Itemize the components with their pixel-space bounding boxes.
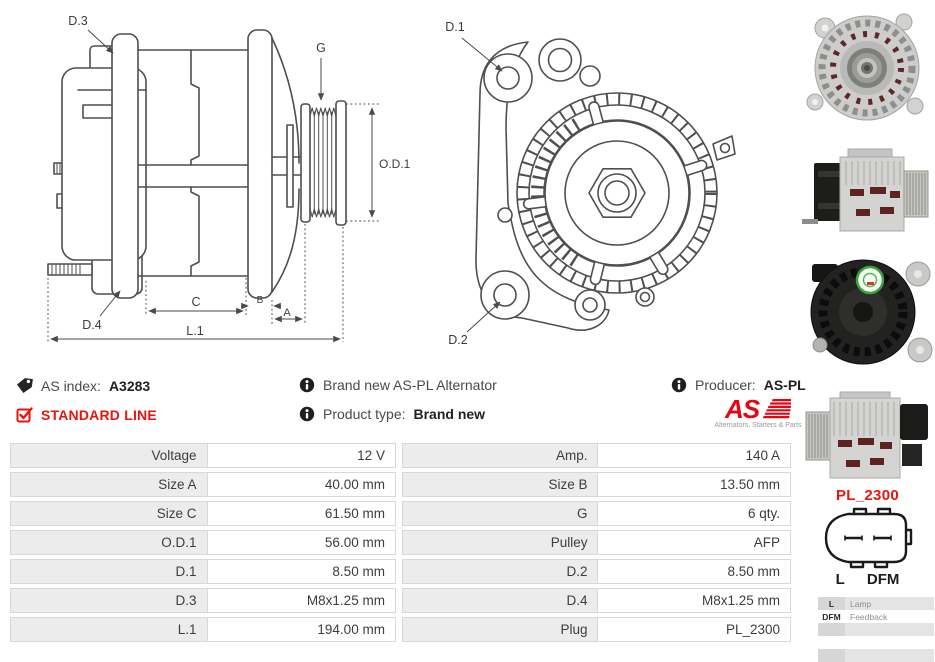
spec-label: Size B: [402, 472, 598, 497]
spec-row: [10, 443, 791, 468]
spec-row: [10, 472, 791, 497]
pin-l-label: L: [835, 571, 845, 588]
producer-row: [671, 377, 806, 393]
info-icon: [299, 406, 315, 422]
legend-key: L: [818, 597, 845, 610]
pin-legend-table: [818, 597, 934, 662]
spec-value: M8x1.25 mm: [597, 588, 791, 613]
info-icon: [299, 377, 315, 393]
pin-dfm-label: DFM: [866, 571, 900, 588]
spec-label: Size A: [10, 472, 207, 497]
as-index-label: AS index:: [41, 377, 101, 394]
standard-line-row: [16, 406, 157, 423]
spec-label: Pulley: [402, 530, 598, 555]
spec-row: [10, 501, 791, 526]
spec-value: 13.50 mm: [597, 472, 791, 497]
legend-row: [818, 597, 934, 610]
producer-value: AS-PL: [763, 377, 806, 393]
spec-label: D.1: [10, 559, 207, 584]
spec-label: L.1: [10, 617, 207, 642]
spec-value: M8x1.25 mm: [207, 588, 396, 613]
legend-value: [845, 649, 934, 662]
side-view-drawing: [28, 8, 423, 358]
legend-key: [818, 636, 845, 649]
legend-row: [818, 649, 934, 662]
stator-body: [138, 50, 248, 276]
spec-value: 8.50 mm: [597, 559, 791, 584]
hole-d1: [497, 67, 519, 89]
spec-value: 6 qty.: [597, 501, 791, 526]
dim-label-d1: D.1: [445, 20, 465, 34]
legend-row: [818, 636, 934, 649]
dim-label-c: C: [191, 295, 201, 309]
product-photo-side-left[interactable]: [800, 378, 935, 490]
legend-value: [845, 623, 934, 636]
plug-pin-labels: [825, 571, 911, 588]
spec-value: 12 V: [207, 443, 396, 468]
tag-icon: [16, 377, 33, 394]
spec-value: 194.00 mm: [207, 617, 396, 642]
rear-flange: [112, 34, 138, 298]
spec-label: Plug: [402, 617, 598, 642]
dim-label-d2: D.2: [448, 333, 468, 347]
plug-connector-diagram: [818, 507, 918, 571]
shaft-and-nut: [545, 121, 689, 265]
product-type-row: [299, 406, 485, 422]
spec-value: 8.50 mm: [207, 559, 396, 584]
legend-key: [818, 649, 845, 662]
spec-value: 56.00 mm: [207, 530, 396, 555]
as-pl-logo: [698, 394, 818, 429]
threaded-stud-bottom: [48, 264, 92, 275]
logo-stripes: [761, 398, 791, 420]
checked-checkbox-icon: [16, 406, 33, 423]
standard-line-label: STANDARD LINE: [41, 406, 157, 423]
spec-table: [10, 439, 791, 646]
hole-d2: [494, 284, 516, 306]
product-type-label: Product type:: [323, 406, 406, 422]
dim-label-b: B: [256, 295, 264, 306]
product-photo-front[interactable]: [800, 6, 935, 130]
front-flange: [248, 30, 272, 298]
legend-value: [845, 636, 934, 649]
logo-text: AS: [724, 394, 760, 424]
spec-label: Amp.: [402, 443, 598, 468]
spec-value: 40.00 mm: [207, 472, 396, 497]
as-index-value: A3283: [108, 377, 151, 394]
plug-panel: [800, 487, 935, 662]
dim-label-g: G: [316, 41, 326, 55]
spec-label: D.3: [10, 588, 207, 613]
spec-row: [10, 559, 791, 584]
plug-name: PL_2300: [836, 487, 899, 504]
spec-row: [10, 530, 791, 555]
product-photo-side-right[interactable]: [800, 133, 935, 245]
legend-key: [818, 623, 845, 636]
product-photo-rear[interactable]: [798, 250, 935, 372]
spec-label: Size C: [10, 501, 207, 526]
spec-value: AFP: [597, 530, 791, 555]
brand-new-row: [299, 377, 497, 393]
spec-label: Voltage: [10, 443, 207, 468]
dim-label-d3: D.3: [68, 14, 88, 28]
front-bracket-cone: [272, 38, 301, 292]
spec-label: O.D.1: [10, 530, 207, 555]
info-icon: [671, 377, 687, 393]
spec-row: [10, 588, 791, 613]
pulley: [301, 101, 346, 225]
spec-value: 61.50 mm: [207, 501, 396, 526]
logo-caption: Alternators, Starters & Parts: [714, 422, 802, 429]
legend-row: [818, 610, 934, 623]
dim-label-l1: L.1: [186, 324, 204, 338]
dim-label-od1: O.D.1: [379, 157, 411, 171]
product-type-value: Brand new: [413, 406, 486, 422]
legend-value: Lamp: [845, 597, 934, 610]
brand-new-text: Brand new AS-PL Alternator: [323, 377, 497, 393]
legend-key: DFM: [822, 611, 841, 622]
spec-value: 140 A: [597, 443, 791, 468]
legend-value: Feedback: [850, 611, 888, 622]
producer-label: Producer:: [695, 377, 756, 393]
as-index-row: [16, 377, 150, 394]
spec-row: [10, 617, 791, 642]
legend-row: [818, 623, 934, 636]
spec-value: PL_2300: [597, 617, 791, 642]
dim-label-a: A: [283, 307, 291, 319]
front-view-drawing: [420, 8, 790, 368]
dim-label-d4: D.4: [82, 318, 102, 332]
spec-label: G: [402, 501, 598, 526]
spec-label: D.4: [402, 588, 598, 613]
spec-label: D.2: [402, 559, 598, 584]
